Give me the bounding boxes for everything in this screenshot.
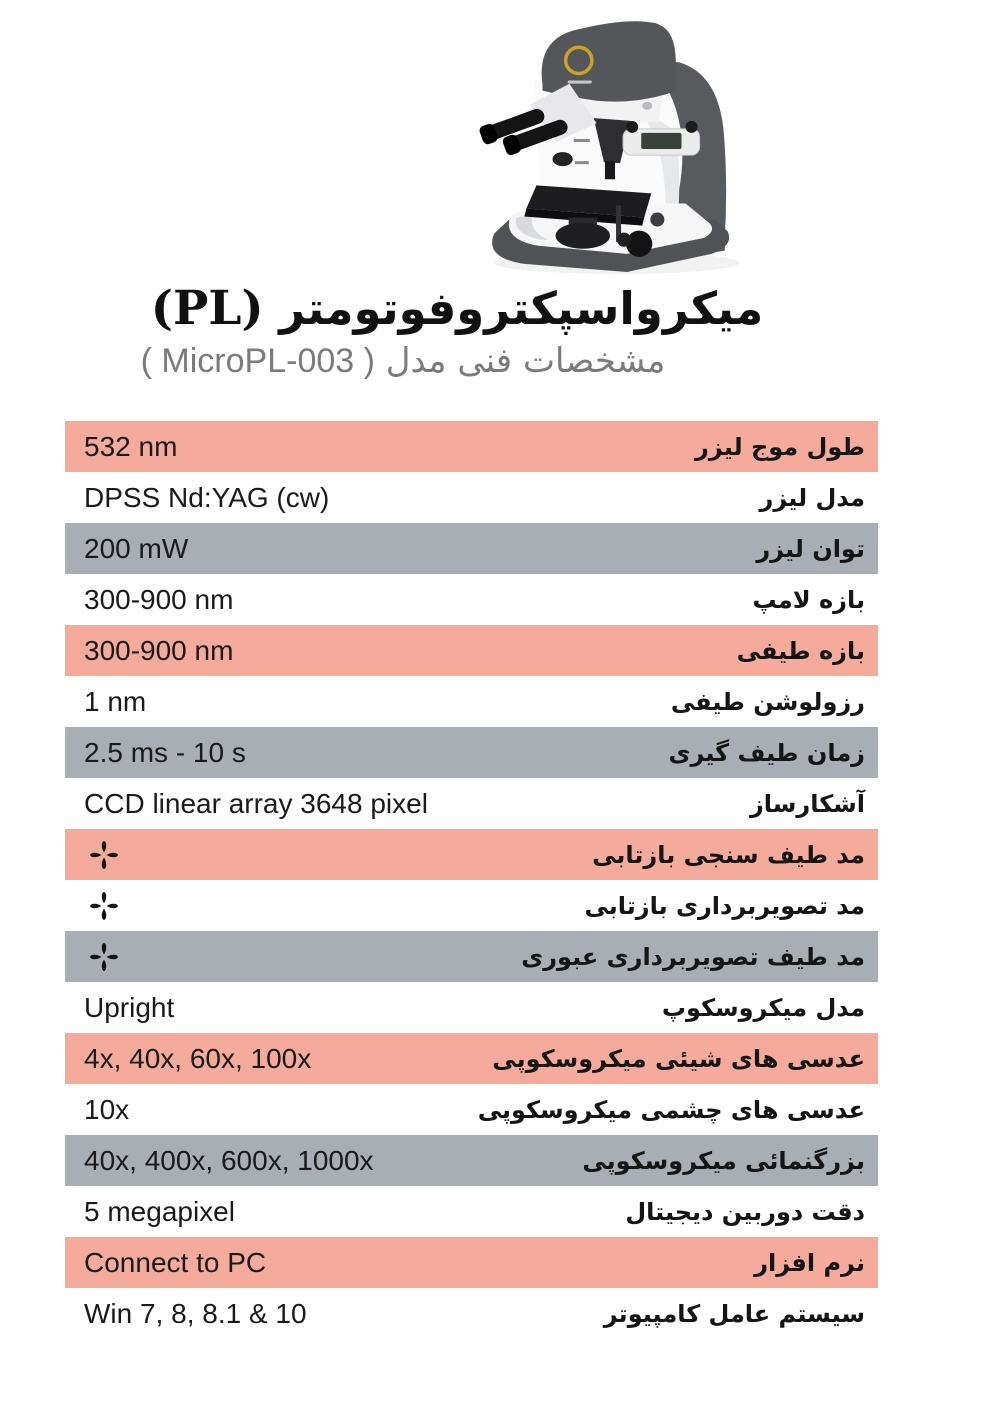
spec-value: Win 7, 8, 8.1 & 10 <box>84 1297 307 1329</box>
spec-value: 2.5 ms - 10 s <box>84 736 246 768</box>
lcd-screen <box>641 133 681 149</box>
spec-label: رزولوشن طیفی <box>670 687 865 716</box>
spec-value: 10x <box>84 1093 130 1125</box>
spec-table <box>65 421 878 1339</box>
table-row <box>65 574 878 625</box>
head-base-dot <box>642 102 652 110</box>
table-row <box>65 1186 878 1237</box>
table-row <box>65 1033 878 1084</box>
spec-value: DPSS Nd:YAG (cw) <box>84 481 330 513</box>
panel-knob-right <box>686 121 698 133</box>
table-row <box>65 523 878 574</box>
spec-label: بازه لامپ <box>752 585 865 614</box>
spec-value: 40x, 400x, 600x, 1000x <box>84 1144 374 1176</box>
spec-value: CCD linear array 3648 pixel <box>84 787 428 819</box>
table-row <box>65 421 878 472</box>
spec-value: 1 nm <box>84 685 147 717</box>
table-row <box>65 472 878 523</box>
spec-value: 300-900 nm <box>84 583 234 615</box>
page-subtitle-en: ( MicroPL-003 ) <box>140 342 375 380</box>
spec-label: توان لیزر <box>756 534 865 563</box>
table-row <box>65 676 878 727</box>
table-row <box>65 931 878 982</box>
spec-value-check <box>65 837 122 873</box>
table-row <box>65 880 878 931</box>
spec-value: 200 mW <box>84 532 189 564</box>
spec-label: مدل لیزر <box>759 483 865 512</box>
table-row <box>65 1135 878 1186</box>
spec-value: Connect to PC <box>84 1246 267 1278</box>
flower-check-icon <box>86 888 122 924</box>
spec-value: 5 megapixel <box>84 1195 235 1227</box>
spec-value-check <box>65 888 122 924</box>
page-title-en: (PL) <box>150 281 264 336</box>
table-row <box>65 727 878 778</box>
control-slot-1 <box>574 139 590 142</box>
spec-value: 532 nm <box>84 430 178 462</box>
spec-label: مد طیف سنجی بازتابی <box>592 840 865 869</box>
spec-label: طول موج لیزر <box>695 432 865 461</box>
flower-check-icon <box>86 939 122 975</box>
table-row <box>65 1084 878 1135</box>
control-knob <box>553 152 573 166</box>
spec-label: بزرگنمائی میکروسکوپی <box>582 1146 865 1175</box>
flower-check-icon <box>86 837 122 873</box>
panel-knob-left <box>626 121 638 133</box>
spec-label: نرم افزار <box>754 1248 865 1277</box>
stage-knob <box>650 213 664 227</box>
spec-label: مد تصویربرداری بازتابی <box>584 891 865 920</box>
spec-label: سیستم عامل کامپیوتر <box>603 1299 865 1328</box>
spec-label: مدل میکروسکوپ <box>661 993 865 1022</box>
page-subtitle <box>0 341 806 381</box>
table-row <box>65 982 878 1033</box>
spec-label: زمان طیف گیری <box>668 738 865 767</box>
spec-label: عدسی های چشمی میکروسکوپی <box>477 1095 865 1124</box>
spec-value-check <box>65 939 122 975</box>
fine-focus-knob <box>617 233 631 247</box>
table-row <box>65 1288 878 1339</box>
page-subtitle-fa: مشخصات فنی مدل <box>385 341 666 381</box>
table-row <box>65 625 878 676</box>
page-title-fa: میکرواسپکتروفوتومتر <box>279 282 764 335</box>
brand-text-mark <box>568 81 592 84</box>
microscope-product-image <box>476 10 748 274</box>
spec-label: آشکارساز <box>749 789 865 818</box>
coarse-focus-knob <box>626 231 652 257</box>
table-row <box>65 829 878 880</box>
spec-label: بازه طیفی <box>736 636 865 665</box>
spec-value: 300-900 nm <box>84 634 234 666</box>
objective-lens <box>605 161 615 179</box>
spec-label: مد طیف تصویربرداری عبوری <box>521 942 865 971</box>
spec-label: عدسی های شیئی میکروسکوپی <box>492 1044 865 1073</box>
table-row <box>65 778 878 829</box>
spec-label: دقت دوربین دیجیتال <box>625 1197 865 1226</box>
table-row <box>65 1237 878 1288</box>
control-slot-2 <box>575 161 589 164</box>
condenser-housing <box>556 223 610 249</box>
spec-value: Upright <box>84 991 175 1023</box>
page-title <box>0 281 914 336</box>
spec-value: 4x, 40x, 60x, 100x <box>84 1042 312 1074</box>
